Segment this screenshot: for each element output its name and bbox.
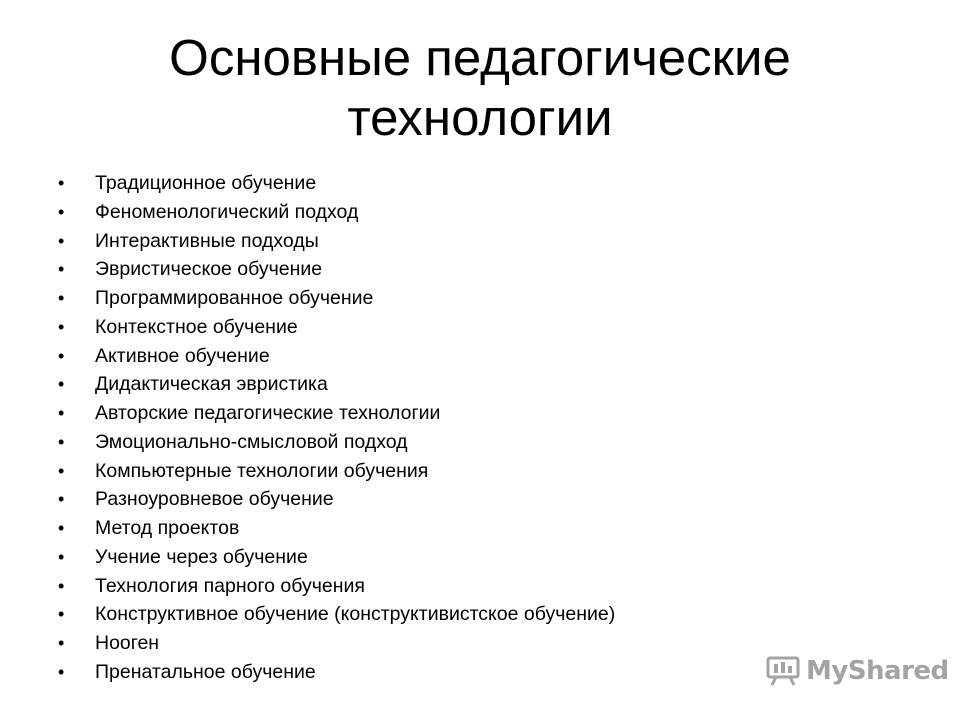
bullet-icon: • [58, 546, 65, 567]
list-item [58, 457, 615, 486]
list-item-text: Эмоционально-смысловой подход [95, 430, 408, 453]
bullet-icon: • [58, 345, 65, 366]
bullet-icon: • [58, 633, 65, 653]
list-item-text: Программированное обучение [95, 287, 374, 309]
bullet-icon: • [58, 316, 65, 337]
bullet-list [58, 169, 615, 687]
list-item-text: Конструктивное обучение (конструктивистское обучение) [95, 603, 616, 626]
list-item-text: Контекстное обучение [95, 315, 298, 338]
bullet-icon: • [58, 201, 65, 222]
list-item-text: Эвристическое обучение [95, 258, 323, 281]
watermark [766, 656, 949, 686]
list-item [58, 227, 615, 256]
list-item [58, 198, 615, 227]
list-item-text: Метод проектов [95, 517, 240, 539]
slide-title-line-2: технологии [347, 89, 613, 146]
list-item [58, 284, 615, 313]
bullet-icon: • [58, 374, 65, 395]
list-item-text: Нооген [95, 632, 160, 654]
bullet-icon: • [58, 460, 65, 481]
list-item-text: Учение через обучение [95, 545, 308, 568]
list-item [58, 485, 615, 514]
list-item-text: Феноменологический подход [95, 200, 359, 223]
list-item [58, 313, 615, 342]
list-item-text: Дидактическая эвристика [95, 373, 328, 396]
list-item [58, 342, 615, 371]
list-item-text: Компьютерные технологии обучения [95, 459, 429, 482]
bullet-icon: • [58, 489, 65, 510]
list-item-text: Разноуровневое обучение [95, 488, 334, 511]
bullet-icon: • [58, 518, 65, 538]
list-item [58, 169, 615, 198]
slide-title [80, 28, 880, 148]
list-item-text: Технология парного обучения [95, 574, 365, 597]
presentation-board-icon [766, 656, 800, 686]
list-item [58, 399, 615, 428]
watermark-brand: MyShared [806, 656, 949, 686]
list-item [58, 428, 615, 457]
list-item-text: Авторские педагогические технологии [95, 402, 441, 424]
bullet-icon: • [58, 431, 65, 452]
list-item [58, 629, 615, 658]
list-item [58, 600, 615, 629]
slide-title-line-1: Основные педагогические [169, 29, 791, 86]
bullet-icon: • [58, 173, 65, 193]
list-item-text: Традиционное обучение [95, 172, 317, 194]
bullet-icon: • [58, 661, 65, 682]
list-item-text: Пренатальное обучение [95, 660, 316, 683]
list-item-text: Активное обучение [95, 344, 270, 367]
list-item-text: Интерактивные подходы [95, 229, 319, 252]
list-item [58, 572, 615, 601]
list-item [58, 658, 615, 687]
bullet-icon: • [58, 403, 65, 423]
bullet-icon: • [58, 259, 65, 280]
list-item [58, 514, 615, 543]
bullet-icon: • [58, 288, 65, 308]
bullet-icon: • [58, 604, 65, 625]
bullet-icon: • [58, 575, 65, 596]
list-item [58, 255, 615, 284]
bullet-icon: • [58, 230, 65, 251]
list-item [58, 543, 615, 572]
list-item [58, 370, 615, 399]
